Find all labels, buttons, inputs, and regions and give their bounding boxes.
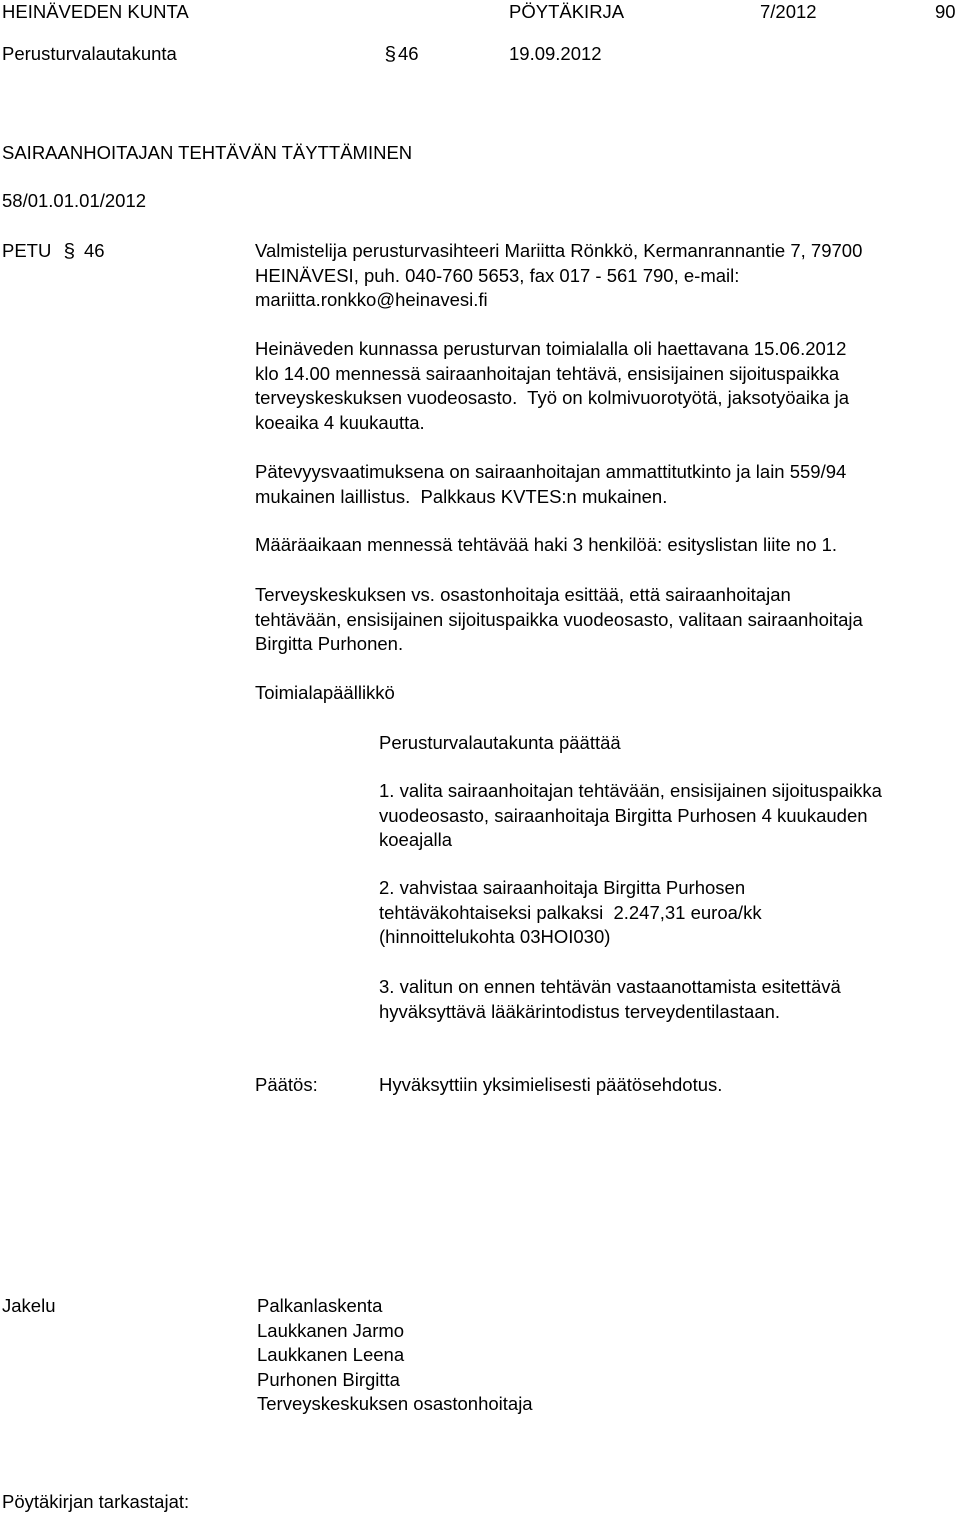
paragraph-application (255, 337, 849, 435)
board-name: Perusturvalautakunta (2, 43, 177, 64)
list-item: Palkanlaskenta (257, 1295, 383, 1316)
list-item: Terveyskeskuksen osastonhoitaja (257, 1393, 533, 1414)
text-line: 3. valitun on ennen tehtävän vastaanottamista esitettävä (379, 976, 841, 997)
preparer-info (255, 239, 862, 313)
petu-section-sign: § (63, 241, 76, 262)
text-line: klo 14.00 mennessä sairaanhoitajan tehtävä, ensisijainen sijoituspaikka (255, 362, 840, 384)
distribution-list (257, 1294, 533, 1417)
meeting-date: 19.09.2012 (509, 43, 602, 64)
item-title: SAIRAANHOITAJAN TEHTÄVÄN TÄYTTÄMINEN (2, 142, 413, 163)
text-line: 2. vahvistaa sairaanhoitaja Birgitta Purhosen (379, 877, 746, 898)
petu-label: PETU (2, 240, 52, 261)
text-line: vuodeosasto, sairaanhoitaja Birgitta Purhosen 4 kuukauden (379, 804, 868, 826)
text-line: mukainen laillistus. Palkkaus KVTES:n mukainen. (255, 485, 668, 507)
list-item: Laukkanen Leena (257, 1344, 405, 1365)
doc-number: 7/2012 (760, 1, 817, 22)
proposal-item-2 (379, 876, 762, 950)
text-line: Valmistelija perusturvasihteeri Mariitta Rönkkö, Kermanrannantie 7, 79700 (255, 240, 863, 261)
case-reference: 58/01.01.01/2012 (2, 190, 147, 211)
paragraph-applicants (255, 533, 837, 558)
text-line: HEINÄVESI, puh. 040-760 5653, fax 017 - 561 790, e-mail: (255, 264, 740, 286)
proposal-intro: Perusturvalautakunta päättää (379, 732, 621, 753)
text-line: hyväksyttävä lääkärintodistus terveydentilastaan. (379, 1000, 781, 1022)
text-line: Terveyskeskuksen vs. osastonhoitaja esittää, että sairaanhoitajan (255, 584, 791, 605)
section-sign: § (384, 44, 397, 65)
text-line: 1. valita sairaanhoitajan tehtävään, ensisijainen sijoituspaikka (379, 780, 882, 801)
section-number: 46 (398, 43, 419, 64)
text-line: tehtävään, ensisijainen sijoituspaikka vuodeosasto, valitaan sairaanhoitaja (255, 608, 863, 630)
text-line: koeaika 4 kuukautta. (255, 411, 425, 433)
paragraph-recommendation (255, 583, 863, 657)
reviewers-label: Pöytäkirjan tarkastajat: (2, 1491, 190, 1512)
distribution-label: Jakelu (2, 1295, 56, 1316)
proposer-title: Toimialapäällikkö (255, 682, 395, 703)
text-line: (hinnoittelukohta 03HOI030) (379, 926, 611, 947)
text-line: Määräaikaan mennessä tehtävää haki 3 henkilöä: esityslistan liite no 1. (255, 534, 838, 555)
text-line: Pätevyysvaatimuksena on sairaanhoitajan ammattitutkinto ja lain 559/94 (255, 461, 847, 482)
doc-type: PÖYTÄKIRJA (509, 1, 625, 22)
page-number: 90 (935, 1, 956, 22)
text-line: Heinäveden kunnassa perusturvan toimialalla oli haettavana 15.06.2012 (255, 338, 847, 359)
paragraph-qualifications (255, 460, 846, 509)
list-item: Laukkanen Jarmo (257, 1319, 405, 1341)
decision-text: Hyväksyttiin yksimielisesti päätösehdotus. (379, 1074, 723, 1095)
text-line: tehtäväkohtaiseksi palkaksi 2.247,31 euroa/kk (379, 901, 762, 923)
text-line: koeajalla (379, 829, 453, 850)
list-item: Purhonen Birgitta (257, 1368, 400, 1390)
proposal-item-3 (379, 975, 841, 1024)
petu-number: 46 (84, 240, 105, 261)
proposal-item-1 (379, 779, 882, 853)
decision-label: Päätös: (255, 1074, 318, 1095)
email-text: mariitta.ronkko@heinavesi.fi (255, 289, 488, 310)
org-name: HEINÄVEDEN KUNTA (2, 1, 189, 22)
text-line: terveyskeskuksen vuodeosasto. Työ on kolmivuorotyötä, jaksotyöaika ja (255, 387, 850, 408)
text-line: Birgitta Purhonen. (255, 633, 404, 654)
